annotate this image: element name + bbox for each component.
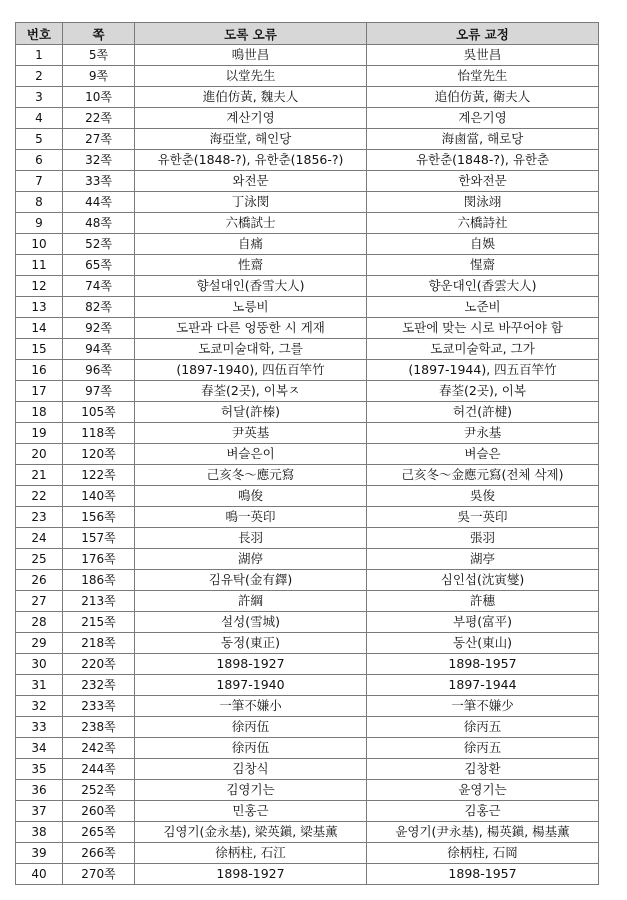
row-number-cell: 18 xyxy=(16,402,63,423)
page-cell: 44쪽 xyxy=(63,192,135,213)
header-error-correction: 오류 교정 xyxy=(367,23,599,45)
catalog-error-cell: 1897-1940 xyxy=(135,675,367,696)
page-cell: 22쪽 xyxy=(63,108,135,129)
page-cell: 156쪽 xyxy=(63,507,135,528)
page-cell: 65쪽 xyxy=(63,255,135,276)
correction-cell: 六橋詩社 xyxy=(367,213,599,234)
table-row xyxy=(16,213,599,234)
correction-cell: 1898-1957 xyxy=(367,654,599,675)
page-cell: 220쪽 xyxy=(63,654,135,675)
catalog-error-cell: 長羽 xyxy=(135,528,367,549)
correction-cell: 許穗 xyxy=(367,591,599,612)
catalog-error-cell: 김영기(金永基), 梁英鎭, 梁基薰 xyxy=(135,822,367,843)
correction-cell: 1898-1957 xyxy=(367,864,599,885)
catalog-error-cell: 湖停 xyxy=(135,549,367,570)
row-number-cell: 38 xyxy=(16,822,63,843)
page-cell: 233쪽 xyxy=(63,696,135,717)
catalog-error-cell: 進伯仿黃, 魏夫人 xyxy=(135,87,367,108)
table-row xyxy=(16,423,599,444)
row-number-cell: 32 xyxy=(16,696,63,717)
row-number-cell: 24 xyxy=(16,528,63,549)
table-row xyxy=(16,402,599,423)
correction-cell: 윤영기(尹永基), 楊英鎭, 楊基薰 xyxy=(367,822,599,843)
catalog-error-cell: 동정(東正) xyxy=(135,633,367,654)
errata-table-container xyxy=(15,22,598,885)
correction-cell: 徐丙五 xyxy=(367,738,599,759)
row-number-cell: 5 xyxy=(16,129,63,150)
page-cell: 92쪽 xyxy=(63,318,135,339)
row-number-cell: 40 xyxy=(16,864,63,885)
table-row xyxy=(16,87,599,108)
table-row xyxy=(16,570,599,591)
page-cell: 213쪽 xyxy=(63,591,135,612)
catalog-error-cell: 1898-1927 xyxy=(135,654,367,675)
page-cell: 5쪽 xyxy=(63,45,135,66)
page-cell: 266쪽 xyxy=(63,843,135,864)
page-cell: 96쪽 xyxy=(63,360,135,381)
catalog-error-cell: 徐柄柱, 石江 xyxy=(135,843,367,864)
table-row xyxy=(16,255,599,276)
table-row xyxy=(16,444,599,465)
page-cell: 52쪽 xyxy=(63,234,135,255)
catalog-error-cell: 와전문 xyxy=(135,171,367,192)
page-cell: 118쪽 xyxy=(63,423,135,444)
catalog-error-cell: 六橋試士 xyxy=(135,213,367,234)
table-row xyxy=(16,66,599,87)
correction-cell: 吳俊 xyxy=(367,486,599,507)
correction-cell: 김창환 xyxy=(367,759,599,780)
correction-cell: 심인섭(沈寅燮) xyxy=(367,570,599,591)
row-number-cell: 37 xyxy=(16,801,63,822)
row-number-cell: 30 xyxy=(16,654,63,675)
correction-cell: 自娛 xyxy=(367,234,599,255)
table-row xyxy=(16,675,599,696)
row-number-cell: 11 xyxy=(16,255,63,276)
correction-cell: 동산(東山) xyxy=(367,633,599,654)
row-number-cell: 14 xyxy=(16,318,63,339)
catalog-error-cell: 己亥冬～應元寫 xyxy=(135,465,367,486)
row-number-cell: 7 xyxy=(16,171,63,192)
table-row xyxy=(16,528,599,549)
row-number-cell: 26 xyxy=(16,570,63,591)
row-number-cell: 16 xyxy=(16,360,63,381)
table-row xyxy=(16,339,599,360)
page-cell: 215쪽 xyxy=(63,612,135,633)
table-row xyxy=(16,822,599,843)
row-number-cell: 13 xyxy=(16,297,63,318)
catalog-error-cell: 春荃(2곳), 이복ㅈ xyxy=(135,381,367,402)
row-number-cell: 19 xyxy=(16,423,63,444)
catalog-error-cell: 鳴世昌 xyxy=(135,45,367,66)
row-number-cell: 29 xyxy=(16,633,63,654)
header-number: 번호 xyxy=(16,23,63,45)
header-page: 쪽 xyxy=(63,23,135,45)
row-number-cell: 33 xyxy=(16,717,63,738)
page-cell: 232쪽 xyxy=(63,675,135,696)
table-row xyxy=(16,780,599,801)
page-cell: 218쪽 xyxy=(63,633,135,654)
catalog-error-cell: 계산기영 xyxy=(135,108,367,129)
row-number-cell: 22 xyxy=(16,486,63,507)
row-number-cell: 15 xyxy=(16,339,63,360)
catalog-error-cell: 김유탁(金有鐸) xyxy=(135,570,367,591)
page-cell: 120쪽 xyxy=(63,444,135,465)
page-cell: 244쪽 xyxy=(63,759,135,780)
table-row xyxy=(16,696,599,717)
row-number-cell: 31 xyxy=(16,675,63,696)
catalog-error-cell: 허달(許榛) xyxy=(135,402,367,423)
page-cell: 10쪽 xyxy=(63,87,135,108)
correction-cell: 윤영기는 xyxy=(367,780,599,801)
catalog-error-cell: 향설대인(香雪大人) xyxy=(135,276,367,297)
table-row xyxy=(16,759,599,780)
catalog-error-cell: 徐丙伍 xyxy=(135,717,367,738)
table-row xyxy=(16,465,599,486)
table-row xyxy=(16,864,599,885)
row-number-cell: 27 xyxy=(16,591,63,612)
page-cell: 238쪽 xyxy=(63,717,135,738)
correction-cell: 김홍근 xyxy=(367,801,599,822)
catalog-error-cell: 민홍근 xyxy=(135,801,367,822)
table-row xyxy=(16,486,599,507)
page-cell: 157쪽 xyxy=(63,528,135,549)
table-row xyxy=(16,381,599,402)
catalog-error-cell: 徐丙伍 xyxy=(135,738,367,759)
row-number-cell: 20 xyxy=(16,444,63,465)
catalog-error-cell: 海亞堂, 해인당 xyxy=(135,129,367,150)
table-row xyxy=(16,171,599,192)
row-number-cell: 12 xyxy=(16,276,63,297)
page-cell: 97쪽 xyxy=(63,381,135,402)
correction-cell: 吳一英印 xyxy=(367,507,599,528)
row-number-cell: 23 xyxy=(16,507,63,528)
table-row xyxy=(16,801,599,822)
row-number-cell: 25 xyxy=(16,549,63,570)
row-number-cell: 6 xyxy=(16,150,63,171)
errata-table xyxy=(15,22,599,885)
page-cell: 48쪽 xyxy=(63,213,135,234)
table-row xyxy=(16,45,599,66)
correction-cell: 徐柄柱, 石岡 xyxy=(367,843,599,864)
table-row xyxy=(16,717,599,738)
page-cell: 74쪽 xyxy=(63,276,135,297)
table-row xyxy=(16,318,599,339)
correction-cell: 海鹵當, 해로당 xyxy=(367,129,599,150)
catalog-error-cell: 도판과 다른 엉뚱한 시 게재 xyxy=(135,318,367,339)
table-row xyxy=(16,297,599,318)
correction-cell: 惺齋 xyxy=(367,255,599,276)
page-cell: 82쪽 xyxy=(63,297,135,318)
row-number-cell: 9 xyxy=(16,213,63,234)
correction-cell: 一筆不嫌少 xyxy=(367,696,599,717)
row-number-cell: 28 xyxy=(16,612,63,633)
catalog-error-cell: 自痛 xyxy=(135,234,367,255)
correction-cell: 벼슬은 xyxy=(367,444,599,465)
catalog-error-cell: 一筆不嫌小 xyxy=(135,696,367,717)
row-number-cell: 4 xyxy=(16,108,63,129)
table-row xyxy=(16,549,599,570)
row-number-cell: 8 xyxy=(16,192,63,213)
catalog-error-cell: 鳴俊 xyxy=(135,486,367,507)
correction-cell: 부평(富平) xyxy=(367,612,599,633)
correction-cell: 계은기영 xyxy=(367,108,599,129)
catalog-error-cell: 도쿄미술대학, 그를 xyxy=(135,339,367,360)
catalog-error-cell: 以堂先生 xyxy=(135,66,367,87)
table-row xyxy=(16,129,599,150)
table-row xyxy=(16,150,599,171)
catalog-error-cell: 벼슬은이 xyxy=(135,444,367,465)
page-cell: 94쪽 xyxy=(63,339,135,360)
catalog-error-cell: 尹英基 xyxy=(135,423,367,444)
catalog-error-cell: 許綱 xyxy=(135,591,367,612)
header-catalog-error: 도록 오류 xyxy=(135,23,367,45)
row-number-cell: 34 xyxy=(16,738,63,759)
correction-cell: 張羽 xyxy=(367,528,599,549)
page-cell: 242쪽 xyxy=(63,738,135,759)
row-number-cell: 1 xyxy=(16,45,63,66)
correction-cell: (1897-1944), 四五百竿竹 xyxy=(367,360,599,381)
correction-cell: 追伯仿黃, 衛夫人 xyxy=(367,87,599,108)
page-cell: 122쪽 xyxy=(63,465,135,486)
table-row xyxy=(16,192,599,213)
correction-cell: 尹永基 xyxy=(367,423,599,444)
catalog-error-cell: 1898-1927 xyxy=(135,864,367,885)
page-cell: 186쪽 xyxy=(63,570,135,591)
row-number-cell: 21 xyxy=(16,465,63,486)
row-number-cell: 17 xyxy=(16,381,63,402)
row-number-cell: 36 xyxy=(16,780,63,801)
catalog-error-cell: 설성(雪城) xyxy=(135,612,367,633)
correction-cell: 己亥冬～金應元寫(전체 삭제) xyxy=(367,465,599,486)
correction-cell: 도쿄미술학교, 그가 xyxy=(367,339,599,360)
row-number-cell: 10 xyxy=(16,234,63,255)
table-row xyxy=(16,738,599,759)
page-cell: 27쪽 xyxy=(63,129,135,150)
row-number-cell: 2 xyxy=(16,66,63,87)
correction-cell: 湖亭 xyxy=(367,549,599,570)
correction-cell: 노준비 xyxy=(367,297,599,318)
correction-cell: 徐丙五 xyxy=(367,717,599,738)
catalog-error-cell: 性齋 xyxy=(135,255,367,276)
catalog-error-cell: 丁泳閔 xyxy=(135,192,367,213)
page-cell: 140쪽 xyxy=(63,486,135,507)
row-number-cell: 3 xyxy=(16,87,63,108)
table-row xyxy=(16,612,599,633)
page-cell: 33쪽 xyxy=(63,171,135,192)
catalog-error-cell: 노릉비 xyxy=(135,297,367,318)
page-cell: 105쪽 xyxy=(63,402,135,423)
page-cell: 270쪽 xyxy=(63,864,135,885)
catalog-error-cell: 鳴一英印 xyxy=(135,507,367,528)
catalog-error-cell: 김창식 xyxy=(135,759,367,780)
table-row xyxy=(16,591,599,612)
catalog-error-cell: (1897-1940), 四伍百竿竹 xyxy=(135,360,367,381)
table-row xyxy=(16,843,599,864)
page-cell: 32쪽 xyxy=(63,150,135,171)
table-row xyxy=(16,360,599,381)
catalog-error-cell: 유한춘(1848-?), 유한춘(1856-?) xyxy=(135,150,367,171)
table-header-row xyxy=(16,23,599,45)
correction-cell: 閔泳翊 xyxy=(367,192,599,213)
correction-cell: 유한춘(1848-?), 유한춘 xyxy=(367,150,599,171)
page-cell: 252쪽 xyxy=(63,780,135,801)
table-row xyxy=(16,654,599,675)
table-row xyxy=(16,234,599,255)
table-row xyxy=(16,276,599,297)
table-row xyxy=(16,633,599,654)
row-number-cell: 39 xyxy=(16,843,63,864)
row-number-cell: 35 xyxy=(16,759,63,780)
page-cell: 9쪽 xyxy=(63,66,135,87)
correction-cell: 허건(許楗) xyxy=(367,402,599,423)
table-row xyxy=(16,108,599,129)
correction-cell: 1897-1944 xyxy=(367,675,599,696)
correction-cell: 怡堂先生 xyxy=(367,66,599,87)
correction-cell: 한와전문 xyxy=(367,171,599,192)
table-row xyxy=(16,507,599,528)
correction-cell: 吳世昌 xyxy=(367,45,599,66)
correction-cell: 향운대인(香雲大人) xyxy=(367,276,599,297)
correction-cell: 春荃(2곳), 이복 xyxy=(367,381,599,402)
correction-cell: 도판에 맞는 시로 바꾸어야 함 xyxy=(367,318,599,339)
page-cell: 265쪽 xyxy=(63,822,135,843)
catalog-error-cell: 김영기는 xyxy=(135,780,367,801)
page-cell: 176쪽 xyxy=(63,549,135,570)
page-cell: 260쪽 xyxy=(63,801,135,822)
